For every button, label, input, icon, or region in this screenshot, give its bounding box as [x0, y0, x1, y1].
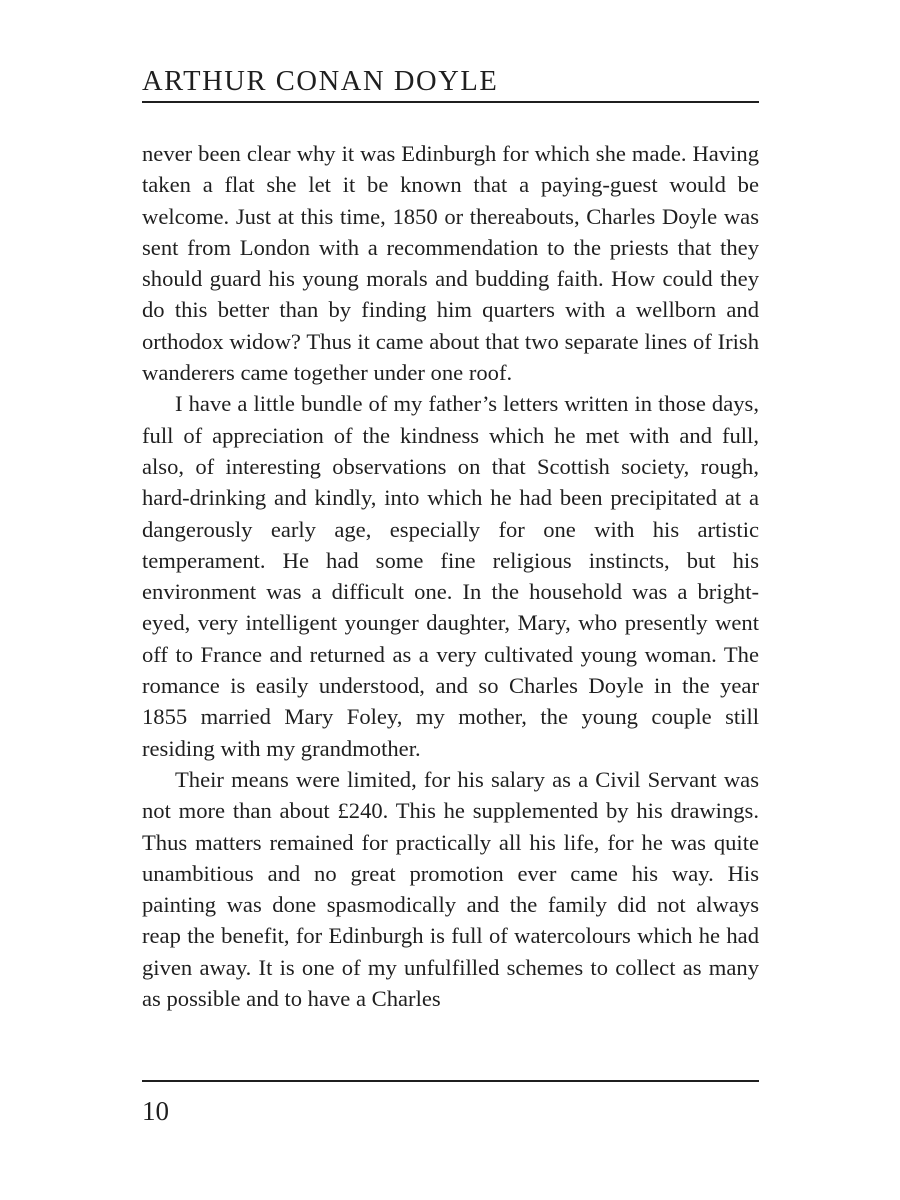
body-text: [142, 138, 759, 1014]
paragraph-3: Their means were limited, for his salary as a Civil Servant was not more than about £240. This he supplemented by his drawings. Thus matters remained for practically all his life, for he was quite unambitious and no great promotion ever came his way. His painting was done spasmodically and the family did not always reap the benefit, for Edinburgh is full of watercolours which he had given away. It is one of my unfulfilled schemes to collect as many as possible and to have a Charles: [142, 766, 759, 1012]
page-number: 10: [142, 1096, 169, 1126]
header-rule: [142, 101, 759, 103]
book-page: [142, 64, 759, 1144]
paragraph-2: I have a little bundle of my father’s letters written in those days, full of appreciation of the kindness which he met with and full, also, of interesting observations on that Scottish society, rough, hard-drinking and kindly, into which he had been precipitated at a dangerously early age, especially for one with his artistic temperament. He had some fine religious instincts, but his environment was a difficult one. In the household was a bright-eyed, very intelligent younger daughter, Mary, who presently went off to France and returned as a very cultivated young woman. The romance is easily understood, and so Charles Doyle in the year 1855 married Mary Foley, my mother, the young couple still residing with my grandmother.: [142, 391, 759, 761]
paragraph-1: never been clear why it was Edinburgh for which she made. Having taken a flat she let it be known that a paying-guest would be welcome. Just at this time, 1850 or thereabouts, Charles Doyle was sent from London with a recommendation to the priests that they should guard his young morals and budding faith. How could they do this better than by finding him quarters with a wellborn and orthodox widow? Thus it came about that two separate lines of Irish wanderers came together under one roof.: [142, 141, 759, 386]
footer-rule: [142, 1080, 759, 1082]
running-head-title: ARTHUR CONAN DOYLE: [142, 66, 499, 97]
